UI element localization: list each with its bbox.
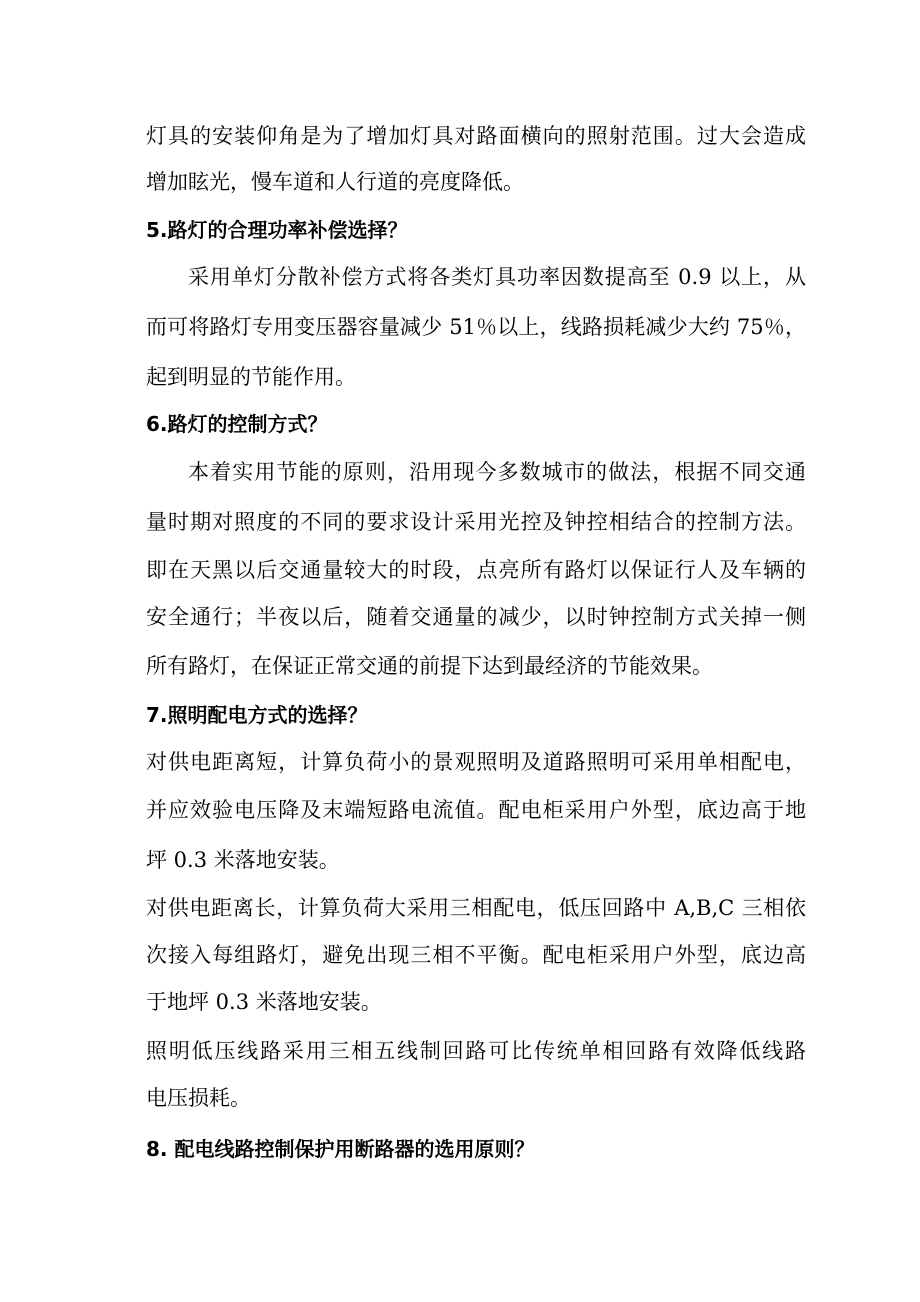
paragraph-line: 即在天黑以后交通量较大的时段，点亮所有路灯以保证行人及车辆的	[146, 558, 806, 582]
paragraph-line: 采用单灯分散补偿方式将各类灯具功率因数提高至 0.9 以上，从	[188, 265, 806, 289]
section-heading-8: 8. 配电线路控制保护用断路器的选用原则？	[146, 1137, 535, 1161]
paragraph-line: 增加眩光，慢车道和人行道的亮度降低。	[146, 170, 524, 194]
paragraph-line: 次接入每组路灯，避免出现三相不平衡。配电柜采用户外型，底边高	[146, 943, 806, 967]
paragraph-line: 对供电距离短，计算负荷小的景观照明及道路照明可采用单相配电，	[146, 750, 806, 774]
paragraph-line: 对供电距离长，计算负荷大采用三相配电，低压回路中 A,B,C 三相依	[146, 896, 806, 920]
paragraph-line: 照明低压线路采用三相五线制回路可比传统单相回路有效降低线路	[146, 1039, 806, 1063]
paragraph-line: 起到明显的节能作用。	[146, 365, 356, 389]
paragraph-line: 灯具的安装仰角是为了增加灯具对路面横向的照射范围。过大会造成	[146, 124, 806, 148]
paragraph-line: 量时期对照度的不同的要求设计采用光控及钟控相结合的控制方法。	[146, 510, 806, 534]
section-heading-7: 7.照明配电方式的选择？	[146, 703, 368, 727]
paragraph-line: 电压损耗。	[146, 1086, 251, 1110]
paragraph-line: 而可将路灯专用变压器容量减少 51％以上，线路损耗减少大约 75％，	[146, 315, 806, 339]
paragraph-line: 所有路灯，在保证正常交通的前提下达到最经济的节能效果。	[146, 654, 713, 678]
section-heading-6: 6.路灯的控制方式？	[146, 412, 328, 436]
paragraph-line: 于地坪 0.3 米落地安装。	[146, 990, 382, 1014]
paragraph-line: 安全通行；半夜以后，随着交通量的减少，以时钟控制方式关掉一侧	[146, 605, 806, 629]
section-heading-5: 5.路灯的合理功率补偿选择？	[146, 218, 408, 242]
paragraph-line: 本着实用节能的原则，沿用现今多数城市的做法，根据不同交通	[188, 460, 806, 484]
paragraph-line: 并应效验电压降及末端短路电流值。配电柜采用户外型，底边高于地	[146, 798, 806, 822]
paragraph-line: 坪 0.3 米落地安装。	[146, 848, 340, 872]
